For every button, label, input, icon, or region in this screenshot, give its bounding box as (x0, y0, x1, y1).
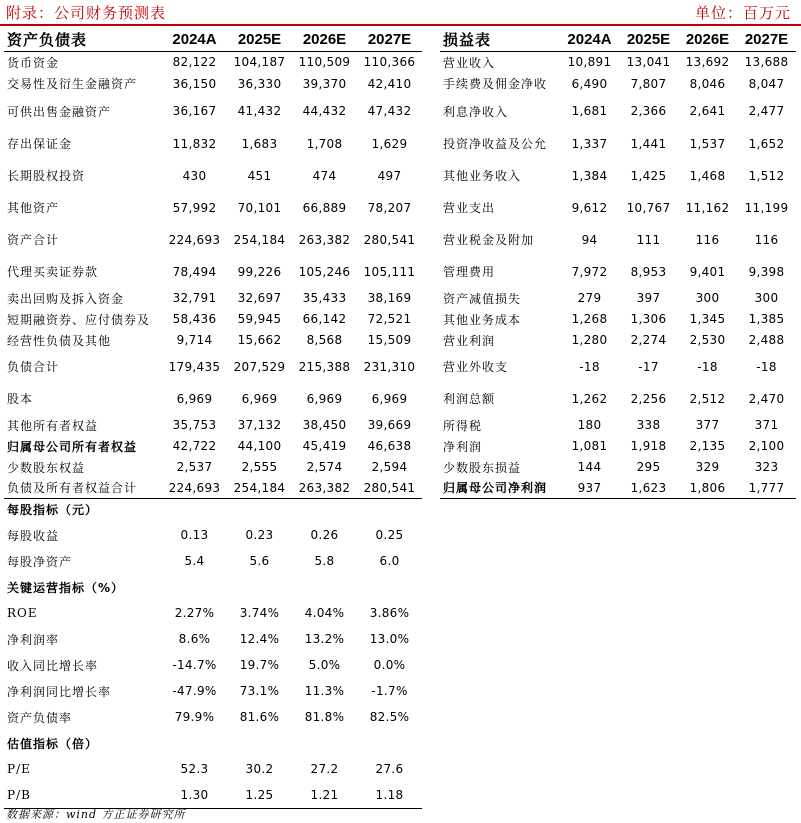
value-cell: 2,555 (241, 460, 278, 474)
table-row (440, 73, 796, 95)
value-cell: 224,693 (168, 232, 221, 247)
value-cell: 13,688 (744, 55, 789, 70)
row-label: P/E (7, 762, 31, 776)
value-cell: 104,187 (233, 55, 286, 70)
value-cell: 42,410 (367, 76, 412, 91)
value-cell: 6,490 (571, 76, 608, 91)
table-row (4, 522, 422, 548)
table-row (440, 128, 796, 160)
table-row (4, 288, 422, 309)
value-cell: 13,692 (685, 55, 730, 70)
value-cell: 1,708 (306, 136, 343, 151)
table-row (440, 478, 796, 499)
row-label: 利息净收入 (443, 104, 509, 119)
value-cell: 2,574 (306, 460, 343, 474)
value-cell: 94 (581, 232, 598, 247)
value-cell: 52.3 (180, 762, 209, 776)
value-cell: 1,468 (689, 168, 726, 183)
value-cell: -1.7% (371, 684, 408, 698)
table-row (4, 548, 422, 574)
row-label: 营业外收支 (443, 360, 509, 374)
table-row (440, 224, 796, 256)
value-cell: 9,714 (176, 333, 213, 347)
value-cell: 81.8% (304, 710, 345, 724)
value-cell: 47,432 (367, 104, 412, 118)
value-cell: -18 (756, 359, 777, 374)
table-row (440, 309, 796, 330)
row-label: 营业税金及附加 (443, 233, 535, 247)
row-label: 少数股东权益 (7, 460, 86, 475)
data-source-note: 数据来源：wind 方正证券研究所 (6, 808, 186, 821)
value-cell: 82.5% (369, 710, 410, 724)
value-cell: 7,807 (630, 76, 667, 91)
value-cell: 58,436 (172, 312, 217, 326)
table-row (440, 52, 796, 73)
table-row (4, 415, 422, 436)
table-row (440, 160, 796, 192)
value-cell: 1,306 (630, 312, 667, 326)
year-header: 2026E (302, 30, 347, 48)
value-cell: 2,537 (176, 460, 213, 474)
table-row (440, 330, 796, 351)
value-cell: 1.30 (180, 787, 209, 802)
value-cell: 70,101 (237, 200, 282, 215)
row-label: 每股收益 (7, 528, 60, 543)
row-label: 归属母公司所有者权益 (7, 439, 138, 454)
value-cell: 1,623 (630, 480, 667, 495)
value-cell: 279 (577, 291, 602, 305)
value-cell: 1.18 (375, 787, 404, 802)
value-cell: 7,972 (571, 264, 608, 279)
value-cell: 110,509 (298, 55, 351, 70)
value-cell: 72,521 (367, 312, 412, 326)
value-cell: 1,425 (630, 168, 667, 183)
row-label: 每股净资产 (7, 554, 73, 569)
unit-label: 单位：百万元 (694, 4, 791, 22)
value-cell: 338 (636, 418, 661, 432)
section-header-row (4, 496, 422, 522)
value-cell: 41,432 (237, 104, 282, 118)
value-cell: 300 (754, 291, 779, 305)
value-cell: 1,441 (630, 136, 667, 151)
table-row (4, 600, 422, 626)
value-cell: 2,488 (748, 333, 785, 347)
value-cell: 474 (312, 168, 337, 183)
value-cell: 46,638 (367, 439, 412, 453)
table-row (4, 652, 422, 678)
value-cell: 397 (636, 291, 661, 305)
value-cell: 451 (247, 168, 272, 183)
table-row (4, 330, 422, 351)
value-cell: 0.23 (245, 528, 274, 542)
value-cell: 1,345 (689, 312, 726, 326)
row-label: 营业利润 (443, 333, 496, 348)
value-cell: 44,432 (302, 104, 347, 118)
value-cell: 37,132 (237, 418, 282, 432)
table-row (4, 351, 422, 383)
table-row (440, 95, 796, 128)
value-cell: 66,142 (302, 312, 347, 326)
table-row (4, 626, 422, 652)
row-label: 营业收入 (443, 55, 496, 70)
metrics-table (4, 496, 422, 809)
value-cell: 5.8 (314, 554, 335, 568)
value-cell: 13,041 (626, 55, 671, 70)
income-statement-table (440, 27, 796, 499)
value-cell: 11,199 (744, 200, 789, 215)
value-cell: 116 (754, 232, 779, 247)
value-cell: -14.7% (172, 658, 217, 672)
value-cell: 1,652 (748, 136, 785, 151)
value-cell: 81.6% (239, 710, 280, 724)
table-row (4, 383, 422, 415)
value-cell: 6.0 (379, 554, 400, 568)
value-cell: 329 (695, 460, 720, 474)
value-cell: 59,945 (237, 312, 282, 326)
value-cell: 180 (577, 418, 602, 432)
value-cell: 10,891 (567, 55, 612, 70)
value-cell: 2,512 (689, 391, 726, 406)
table-row (4, 436, 422, 457)
value-cell: 30.2 (245, 762, 274, 776)
table-row (440, 288, 796, 309)
value-cell: 263,382 (298, 232, 351, 247)
row-label: 净利润率 (7, 632, 60, 647)
value-cell: 323 (754, 460, 779, 474)
table-row (4, 224, 422, 256)
value-cell: 231,310 (363, 359, 416, 374)
table-row (440, 192, 796, 224)
value-cell: 8,047 (748, 76, 785, 91)
year-header: 2025E (626, 30, 671, 48)
value-cell: 39,669 (367, 418, 412, 432)
value-cell: 66,889 (302, 200, 347, 215)
value-cell: 10,767 (626, 200, 671, 215)
value-cell: 1,081 (571, 439, 608, 453)
value-cell: 224,693 (168, 480, 221, 495)
value-cell: 1,384 (571, 168, 608, 183)
value-cell: 2,256 (630, 391, 667, 406)
section-header-row (4, 574, 422, 600)
value-cell: 0.25 (375, 528, 404, 542)
value-cell: 1,268 (571, 312, 608, 326)
value-cell: 44,100 (237, 439, 282, 453)
value-cell: 32,697 (237, 291, 282, 305)
table-row (440, 383, 796, 415)
value-cell: 38,450 (302, 418, 347, 432)
value-cell: -18 (697, 359, 718, 374)
table-row (4, 52, 422, 73)
value-cell: 377 (695, 418, 720, 432)
value-cell: 116 (695, 232, 720, 247)
table-row (440, 256, 796, 288)
value-cell: 8,046 (689, 76, 726, 91)
value-cell: 254,184 (233, 232, 286, 247)
value-cell: 2,530 (689, 333, 726, 347)
value-cell: 1,512 (748, 168, 785, 183)
section-title: 每股指标（元） (7, 502, 99, 517)
value-cell: 6,969 (371, 391, 408, 406)
value-cell: 9,612 (571, 200, 608, 215)
value-cell: 2,470 (748, 391, 785, 406)
row-label: 利润总额 (443, 392, 496, 406)
row-label: 货币资金 (7, 55, 60, 70)
value-cell: 35,433 (302, 291, 347, 305)
value-cell: 371 (754, 418, 779, 432)
value-cell: 42,722 (172, 439, 217, 453)
value-cell: 82,122 (172, 55, 217, 70)
row-label: 净利润 (443, 439, 483, 454)
row-label: 代理买卖证券款 (7, 265, 99, 279)
value-cell: 36,330 (237, 76, 282, 91)
table-row (4, 704, 422, 730)
row-label: 手续费及佣金净收 (443, 77, 548, 91)
value-cell: 27.2 (310, 762, 339, 776)
value-cell: 1,385 (748, 312, 785, 326)
value-cell: 1,337 (571, 136, 608, 151)
section-title: 关键运营指标（%） (7, 580, 125, 595)
row-label: 营业支出 (443, 201, 496, 215)
value-cell: 15,509 (367, 333, 412, 347)
year-header: 2027E (367, 30, 412, 48)
value-cell: 79.9% (174, 710, 215, 724)
table-row (4, 160, 422, 192)
value-cell: 5.4 (184, 554, 205, 568)
value-cell: 73.1% (239, 684, 280, 698)
value-cell: 1,777 (748, 480, 785, 495)
value-cell: 2,366 (630, 104, 667, 118)
value-cell: 8,568 (306, 333, 343, 347)
value-cell: 111 (636, 232, 661, 247)
value-cell: 110,366 (363, 55, 416, 70)
value-cell: 12.4% (239, 632, 280, 646)
value-cell: 1.21 (310, 787, 339, 802)
balance-sheet-title: 资产负债表 (7, 30, 88, 49)
value-cell: 99,226 (237, 264, 282, 279)
row-label: 存出保证金 (7, 137, 73, 151)
value-cell: 32,791 (172, 291, 217, 305)
value-cell: 4.04% (304, 606, 345, 620)
appendix-title: 附录：公司财务预测表 (6, 4, 167, 22)
value-cell: 1,806 (689, 480, 726, 495)
row-label: 交易性及衍生金融资产 (7, 77, 138, 91)
income-statement-title: 损益表 (443, 30, 492, 49)
value-cell: 1,681 (571, 104, 608, 118)
balance-sheet-table (4, 27, 422, 499)
value-cell: 38,169 (367, 291, 412, 305)
value-cell: 36,150 (172, 76, 217, 91)
year-header: 2026E (685, 30, 730, 48)
row-label: 其他所有者权益 (7, 418, 99, 433)
row-label: 经营性负债及其他 (7, 333, 112, 348)
value-cell: 19.7% (239, 658, 280, 672)
year-header: 2027E (744, 30, 789, 48)
table-row (4, 256, 422, 288)
value-cell: 2,274 (630, 333, 667, 347)
value-cell: 144 (577, 460, 602, 474)
year-header: 2024A (172, 30, 217, 48)
row-label: 短期融资券、应付债券及 (7, 312, 151, 327)
table-row (4, 678, 422, 704)
value-cell: 497 (377, 168, 402, 183)
value-cell: 45,419 (302, 439, 347, 453)
value-cell: 2,594 (371, 460, 408, 474)
value-cell: 1,629 (371, 136, 408, 151)
value-cell: 11,162 (685, 200, 730, 215)
value-cell: 215,388 (298, 359, 351, 374)
value-cell: 0.0% (373, 658, 406, 672)
value-cell: 6,969 (241, 391, 278, 406)
row-label: 其他业务成本 (443, 312, 522, 327)
value-cell: 15,662 (237, 333, 282, 347)
section-header-row (4, 730, 422, 756)
table-row (4, 128, 422, 160)
value-cell: -18 (579, 359, 600, 374)
income-statement-header (440, 27, 796, 52)
value-cell: 6,969 (306, 391, 343, 406)
row-label: 其他资产 (7, 201, 60, 215)
value-cell: -47.9% (172, 684, 217, 698)
table-row (440, 457, 796, 478)
table-row (440, 436, 796, 457)
section-title: 估值指标（倍） (7, 736, 99, 751)
value-cell: 2.27% (174, 606, 215, 620)
value-cell: 207,529 (233, 359, 286, 374)
table-row (4, 95, 422, 128)
value-cell: 2,477 (748, 104, 785, 118)
value-cell: 280,541 (363, 232, 416, 247)
value-cell: 105,246 (298, 264, 351, 279)
balance-sheet-header (4, 27, 422, 52)
value-cell: 937 (577, 480, 602, 495)
value-cell: 11,832 (172, 136, 217, 151)
row-label: 负债及所有者权益合计 (7, 481, 138, 496)
value-cell: 1,280 (571, 333, 608, 347)
value-cell: 2,135 (689, 439, 726, 453)
value-cell: 1,537 (689, 136, 726, 151)
value-cell: 295 (636, 460, 661, 474)
row-label: 归属母公司净利润 (443, 481, 548, 496)
table-row (440, 351, 796, 383)
row-label: ROE (7, 606, 38, 620)
row-label: 收入同比增长率 (7, 658, 99, 673)
value-cell: 11.3% (304, 684, 345, 698)
value-cell: 300 (695, 291, 720, 305)
table-row (4, 192, 422, 224)
value-cell: 5.0% (308, 658, 341, 672)
value-cell: 36,167 (172, 104, 217, 118)
value-cell: -17 (638, 359, 659, 374)
row-label: 资产负债率 (7, 710, 73, 725)
value-cell: 13.0% (369, 632, 410, 646)
row-label: 净利润同比增长率 (7, 684, 112, 699)
value-cell: 5.6 (249, 554, 270, 568)
table-row (4, 309, 422, 330)
row-label: 其他业务收入 (443, 169, 522, 183)
value-cell: 39,370 (302, 76, 347, 91)
table-row (4, 782, 422, 808)
row-label: 资产合计 (7, 233, 60, 247)
value-cell: 13.2% (304, 632, 345, 646)
value-cell: 9,401 (689, 264, 726, 279)
table-row (440, 415, 796, 436)
row-label: P/B (7, 787, 31, 802)
value-cell: 105,111 (363, 264, 416, 279)
row-label: 所得税 (443, 418, 483, 433)
value-cell: 27.6 (375, 762, 404, 776)
value-cell: 280,541 (363, 480, 416, 495)
table-row (4, 73, 422, 95)
value-cell: 1,262 (571, 391, 608, 406)
table-row (4, 457, 422, 478)
header-rule (0, 24, 801, 26)
row-label: 卖出回购及拆入资金 (7, 291, 125, 306)
value-cell: 8,953 (630, 264, 667, 279)
value-cell: 57,992 (172, 200, 217, 215)
value-cell: 2,100 (748, 439, 785, 453)
value-cell: 6,969 (176, 391, 213, 406)
year-header: 2025E (237, 30, 282, 48)
row-label: 投资净收益及公允 (443, 137, 548, 151)
value-cell: 3.74% (239, 606, 280, 620)
row-label: 少数股东损益 (443, 460, 522, 475)
year-header: 2024A (567, 30, 612, 48)
value-cell: 78,494 (172, 264, 217, 279)
value-cell: 9,398 (748, 264, 785, 279)
row-label: 可供出售金融资产 (7, 104, 112, 119)
value-cell: 3.86% (369, 606, 410, 620)
row-label: 资产减值损失 (443, 291, 522, 306)
row-label: 股本 (7, 392, 34, 406)
value-cell: 263,382 (298, 480, 351, 495)
value-cell: 254,184 (233, 480, 286, 495)
value-cell: 2,641 (689, 104, 726, 118)
value-cell: 78,207 (367, 200, 412, 215)
row-label: 长期股权投资 (7, 169, 86, 183)
value-cell: 430 (182, 168, 207, 183)
row-label: 管理费用 (443, 265, 496, 279)
row-label: 负债合计 (7, 360, 60, 374)
value-cell: 0.13 (180, 528, 209, 542)
value-cell: 8.6% (178, 632, 211, 646)
value-cell: 35,753 (172, 418, 217, 432)
value-cell: 179,435 (168, 359, 221, 374)
value-cell: 1.25 (245, 787, 274, 802)
value-cell: 1,918 (630, 439, 667, 453)
table-row (4, 756, 422, 782)
value-cell: 1,683 (241, 136, 278, 151)
value-cell: 0.26 (310, 528, 339, 542)
